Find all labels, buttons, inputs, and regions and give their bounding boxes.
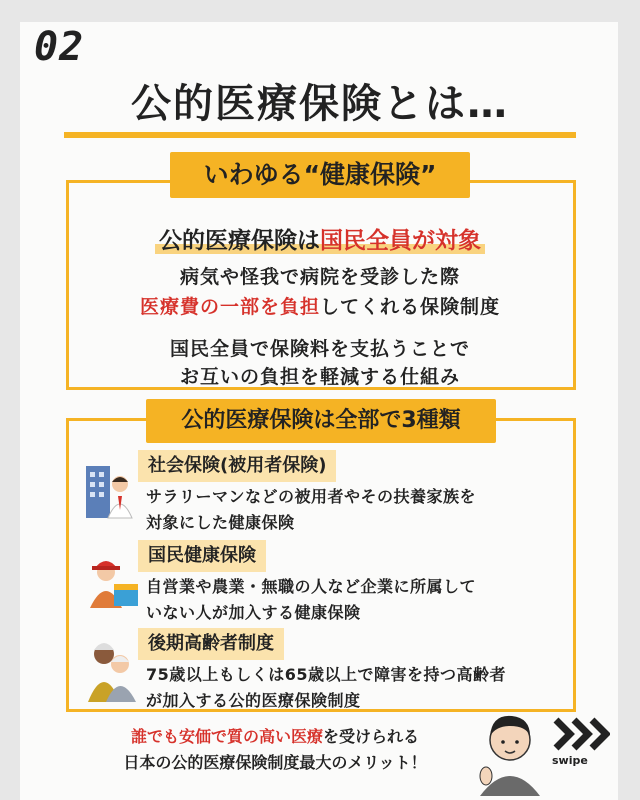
footer-line1-red: 誰でも安価で質の高い医療 xyxy=(130,727,323,746)
category-desc-2 xyxy=(146,574,566,626)
category-desc-2-line1: 自営業や農業・無職の人など企業に所属して xyxy=(146,577,477,596)
section1-line2-rest: してくれる保険制度 xyxy=(320,296,501,318)
section1-line4: お互いの負担を軽減する仕組み xyxy=(179,366,460,388)
section1-line3: 国民全員で保険料を支払うことで xyxy=(169,338,470,360)
section1-line1: 病気や怪我で病院を受診した際 xyxy=(179,266,460,288)
category-desc-3-line1: 75歳以上もしくは65歳以上で障害を持つ高齢者 xyxy=(146,665,507,684)
man-avatar-icon xyxy=(474,706,546,796)
category-desc-3-line2: が加入する公的医療保険制度 xyxy=(146,691,361,710)
footer-line1-rest: を受けられる xyxy=(323,727,420,746)
category-desc-1-line1: サラリーマンなどの被用者やその扶養家族を xyxy=(146,487,477,506)
category-label-3: 後期高齢者制度 xyxy=(138,628,284,660)
category-desc-1 xyxy=(146,484,566,536)
section1-line2-red: 医療費の一部を負担 xyxy=(139,296,320,318)
category-desc-1-line2: 対象にした健康保険 xyxy=(146,513,295,532)
section2-tag: 公的医療保険は全部で3種類 xyxy=(146,399,496,443)
headline-red-text: 国民全員が対象 xyxy=(320,228,481,254)
category-label-2: 国民健康保険 xyxy=(138,540,266,572)
footer-line1 xyxy=(60,724,490,747)
page-title: 公的医療保険とは… xyxy=(131,81,509,127)
office-worker-icon xyxy=(84,460,136,522)
elderly-couple-icon xyxy=(86,636,138,704)
category-desc-2-line2: いない人が加入する健康保険 xyxy=(146,603,361,622)
swipe-label[interactable]: swipe xyxy=(552,754,588,767)
section1-headline xyxy=(0,222,640,255)
category-label-1: 社会保険(被用者保険) xyxy=(138,450,336,482)
section1-line2 xyxy=(0,292,640,319)
slide-number: 02 xyxy=(34,24,85,70)
shop-owner-icon xyxy=(84,548,140,612)
footer-line2: 日本の公的医療保険制度最大のメリット！ xyxy=(123,753,427,772)
swipe-arrows-icon[interactable] xyxy=(552,716,610,752)
section1-tag: いわゆる“健康保険” xyxy=(170,152,470,198)
title-underline xyxy=(64,132,576,138)
headline-highlight xyxy=(155,228,485,254)
headline-text: 公的医療保険は xyxy=(159,228,320,254)
